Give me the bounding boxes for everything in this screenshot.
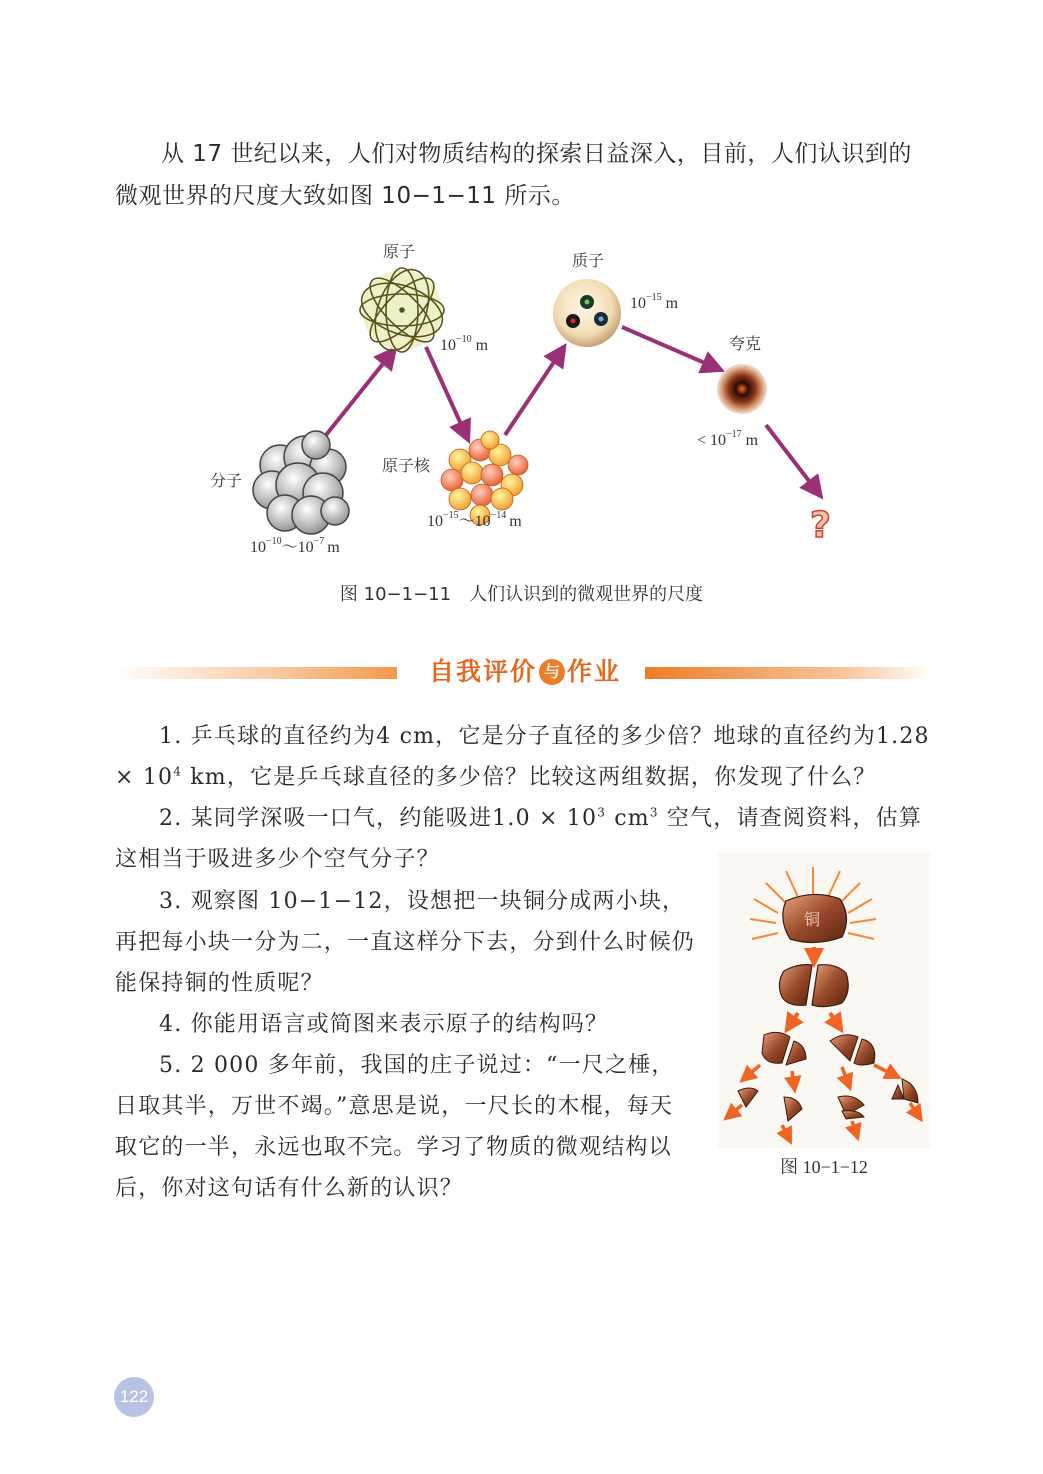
label-quark: 夸克 (729, 334, 762, 353)
question-2: 2. 某同学深吸一口气，约能吸进$1.0 \times 10^3$ $cm^3$ 空气，请查阅资料，估算这相当于吸进多少个空气分子？ (115, 805, 923, 872)
section-title-mid: 与 (539, 659, 565, 685)
copper-label: 铜 (804, 910, 821, 929)
copper-half-left (779, 965, 812, 1006)
question-3: 3. 观察图 10−1−12，设想把一块铜分成两小块，再把每小块一分为二，一直这样分下去，分到什么时候仍能保持铜的性质呢？ (115, 889, 696, 996)
section-title (415, 652, 635, 688)
section-title-right: 作业 (567, 657, 622, 686)
label-nucleus: 原子核 (382, 456, 431, 475)
label-atom: 原子 (383, 242, 416, 261)
copper-half-right (812, 965, 848, 1007)
size-nucleus: $10^{-15}\sim 10^{-14}$ m (427, 510, 522, 530)
size-proton: $10^{-15}$ m (630, 292, 679, 312)
label-proton: 质子 (572, 251, 605, 270)
arrow-nucleus-to-proton (505, 353, 560, 435)
banner-bar-left (115, 667, 397, 679)
section-banner (115, 652, 930, 696)
figure-11-caption: 图 10−1−11 人们认识到的微观世界的尺度 (339, 584, 704, 605)
arrow-quark-to-unknown (766, 425, 816, 490)
arrow-molecule-to-atom (318, 355, 390, 445)
molecule-icon (253, 431, 349, 534)
figure-12-caption: 图 10−1−12 (780, 1157, 868, 1177)
copper-division-figure (718, 853, 930, 1148)
proton-icon (553, 279, 621, 347)
label-molecule: 分子 (210, 471, 243, 490)
atom-icon (354, 262, 449, 357)
micro-scale-figure (190, 235, 850, 565)
section-title-left: 自我评价 (428, 657, 537, 686)
page-number: 122 (114, 1377, 154, 1417)
intro-paragraph: 从 17 世纪以来，人们对物质结构的探索日益深入，目前，人们认识到的微观世界的尺度大致如图 10−1−11 所示。 (115, 141, 912, 209)
question-1: 1. 乒乓球的直径约为4 cm，它是分子直径的多少倍？地球的直径约为$1.28 \times 10^4$ km，它是乒乓球直径的多少倍？比较这两组数据，你发现了什么？ (115, 724, 930, 790)
quark-icon (717, 364, 767, 414)
arrow-atom-to-nucleus (426, 347, 465, 433)
size-quark: < $10^{-17}$ m (697, 429, 759, 449)
question-4: 4. 你能用语言或简图来表示原子的结构吗？ (159, 1012, 609, 1037)
size-atom: $10^{-10}$ m (440, 334, 489, 354)
question-5: 5. 2 000 多年前，我国的庄子说过：“一尺之棰，日取其半，万世不竭。”意思是说，一尺长的木棍，每天取它的一半，永远也取不完。学习了物质的微观结构以后，你对这句话有什么新的认识？ (115, 1053, 675, 1201)
unknown-question-mark: ? (810, 505, 831, 546)
size-molecule: $10^{-10}\sim 10^{-7}$ m (250, 536, 340, 556)
arrow-proton-to-quark (622, 327, 714, 367)
banner-bar-right (645, 667, 930, 679)
